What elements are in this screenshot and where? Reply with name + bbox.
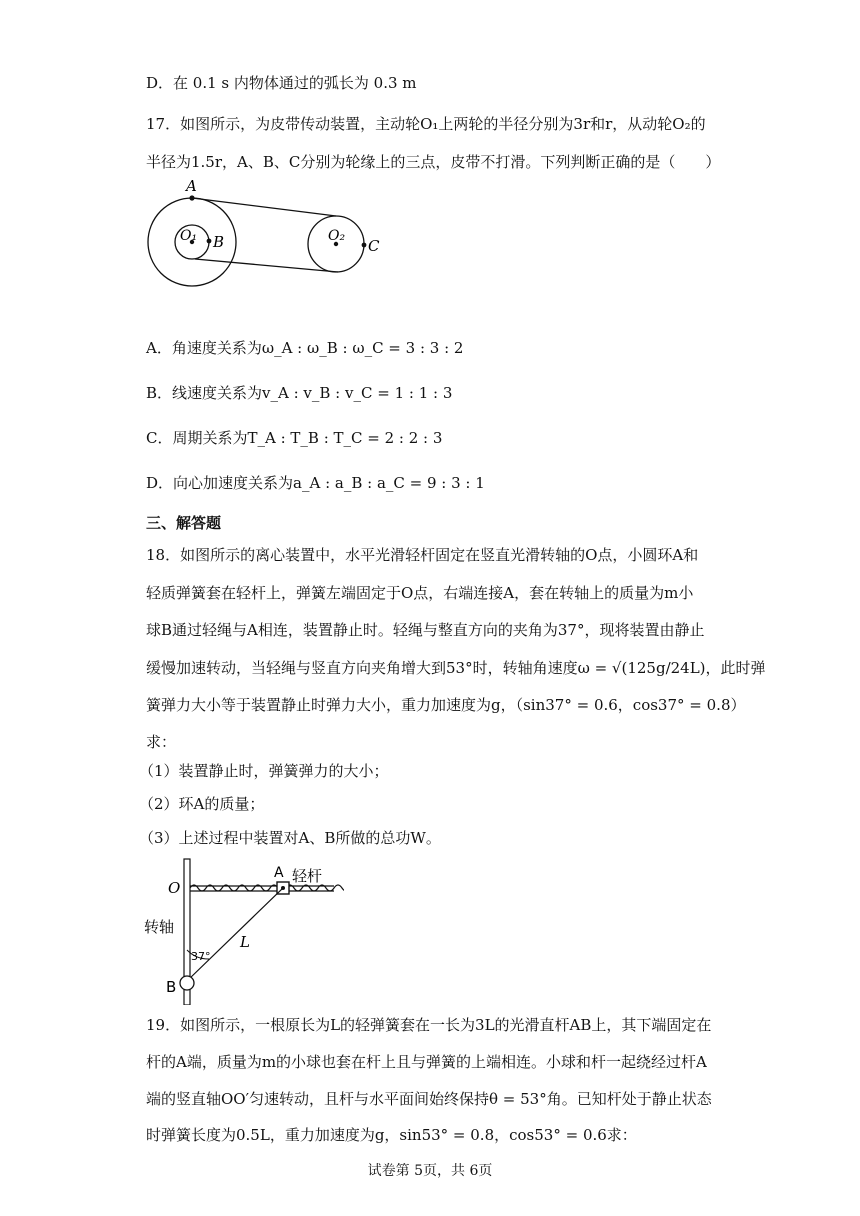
label-o2: O₂ [328,228,346,244]
label-a: A [186,178,197,195]
label-l: L [240,933,250,951]
label-o1: O₁ [180,228,198,244]
q19-line1: 19．如图所示，一根原长为L的轻弹簧套在一长为3L的光滑直杆AB上，其下端固定在 [146,1016,712,1034]
label-o: O [168,879,181,897]
label-b: B [166,978,177,996]
point-c-dot [362,243,367,248]
q17-stem-line2: 半径为1.5r，A、B、C分别为轮缘上的三点，皮带不打滑。下列判断正确的是（ ） [146,153,721,171]
label-b: B [213,233,225,251]
section-title: 三、解答题 [146,514,222,532]
q17-option-b: B．线速度关系为v_A : v_B : v_C = 1 : 1 : 3 [146,384,453,402]
q18-sub3: （3）上述过程中装置对A、B所做的总功W。 [139,829,441,847]
q18-line3: 球B通过轻绳与A相连，装置静止时。轻绳与整直方向的夹角为37°，现将装置由静止 [146,621,705,639]
q18-line2: 轻质弹簧套在轻杆上，弹簧左端固定于O点，右端连接A，套在转轴上的质量为m小 [146,584,694,602]
label-a: A [274,865,284,881]
ball-b [180,976,194,990]
label-angle: 37° [191,950,211,963]
q18-sub1: （1）装置静止时，弹簧弹力的大小； [139,762,389,780]
q18-line1: 18．如图所示的离心装置中，水平光滑轻杆固定在竖直光滑转轴的O点，小圆环A和 [146,546,699,564]
centrifuge-figure [144,855,344,1005]
q18-sub2: （2）环A的质量； [139,795,265,813]
q17-option-c: C．周期关系为T_A : T_B : T_C = 2 : 2 : 3 [146,429,443,447]
page-footer: 试卷第 5页，共 6页 [367,1163,493,1179]
label-axis: 转轴 [144,918,175,936]
q18-line5: 簧弹力大小等于装置静止时弹力大小，重力加速度为g，（sin37° = 0.6，cos37° = 0.8） [146,696,746,714]
belt-pulley-figure [140,178,380,298]
belt-top [192,198,336,216]
label-rod: 轻杆 [292,867,323,885]
belt-bottom [195,259,338,272]
q19-line2: 杆的A端，质量为m的小球也套在杆上且与弹簧的上端相连。小球和杆一起绕经过杆A [146,1053,707,1071]
q18-line6: 求： [146,733,177,751]
point-b-dot [207,239,212,244]
q17-option-a: A．角速度关系为ω_A : ω_B : ω_C = 3 : 3 : 2 [146,339,464,357]
q17-option-d: D．向心加速度关系为a_A : a_B : a_C = 9 : 3 : 1 [146,474,485,492]
point-a-dot [189,195,194,200]
q19-line3: 端的竖直轴OO′匀速转动，且杆与水平面间始终保持θ = 53°角。已知杆处于静止状态 [146,1090,712,1108]
q16-option-d: D．在 0.1 s 内物体通过的弧长为 0.3 m [146,74,417,92]
q18-line4: 缓慢加速转动，当轻绳与竖直方向夹角增大到53°时，转轴角速度ω = √(125g/24L)，此时弹 [146,659,766,677]
light-rope [188,888,283,980]
q17-stem-line1: 17．如图所示，为皮带传动装置，主动轮O₁上两轮的半径分别为3r和r，从动轮O₂的 [146,115,706,133]
q19-line4: 时弹簧长度为0.5L，重力加速度为g，sin53° = 0.8，cos53° = 0.6求： [146,1126,637,1144]
label-c: C [368,237,380,255]
